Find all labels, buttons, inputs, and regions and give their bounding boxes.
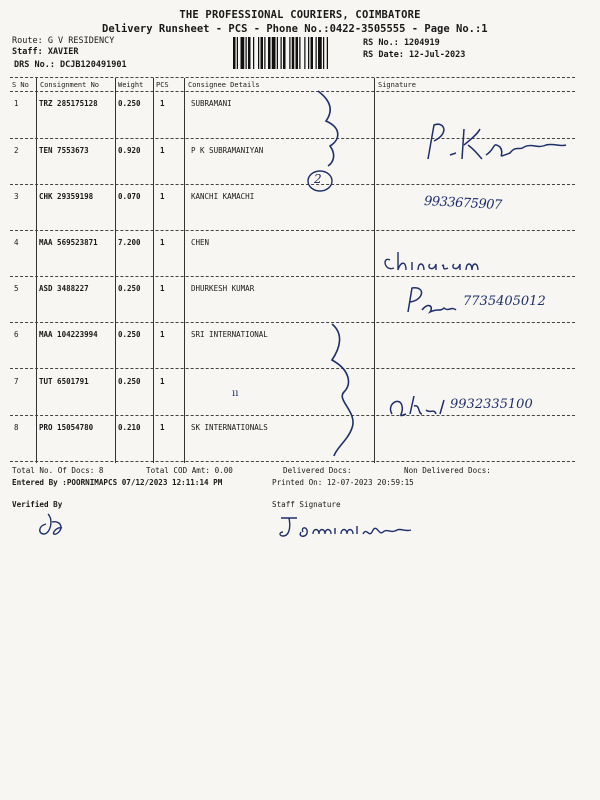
row-1-pcs: 1 [160, 99, 165, 108]
company-title: THE PROFESSIONAL COURIERS, COIMBATORE [179, 9, 421, 21]
rs-date: RS Date: 12-Jul-2023 [363, 50, 466, 60]
row-6-pcs: 1 [160, 330, 165, 339]
printed-on: Printed On: 12-07-2023 20:59:15 [272, 478, 414, 487]
drs-number: DRS No.: DCJB120491901 [14, 60, 127, 70]
row-6-weight: 0.250 [118, 330, 141, 339]
table-bottom-rule [10, 461, 575, 462]
col-divider-consignee [374, 78, 375, 463]
row-2-signature-scribble [420, 115, 570, 165]
total-cod-amount: Total COD Amt: 0.00 [146, 466, 233, 475]
verified-by-label: Verified By [12, 500, 63, 509]
bracket-stroke-top [300, 88, 360, 168]
non-delivered-docs: Non Delivered Docs: [404, 466, 491, 475]
col-header-weight: Weight [118, 81, 144, 89]
row-6-consignment: MAA 104223994 [39, 330, 98, 339]
row-4-sno: 4 [14, 238, 19, 247]
row-3-pcs: 1 [160, 192, 165, 201]
row-5-consignment: ASD 3488227 [39, 284, 89, 293]
row-3-phone-handwriting: 9933675907 [423, 193, 503, 214]
row-2-consignment: TEN 7553673 [39, 146, 89, 155]
row-6-divider [10, 368, 575, 369]
col-divider-pcs [184, 78, 185, 463]
row-4-pcs: 1 [160, 238, 165, 247]
row-1-weight: 0.250 [118, 99, 141, 108]
row-7-consignment: TUT 6501791 [39, 377, 89, 386]
col-header-consignee: Consignee Details [188, 81, 260, 89]
row-3-consignment: CHK 29359198 [39, 192, 94, 201]
row-1-sno: 1 [14, 99, 19, 108]
row-4-weight: 7.200 [118, 238, 141, 247]
row-7-pen-marks: ıı [232, 388, 239, 399]
runsheet-subtitle: Delivery Runsheet - PCS - Phone No.:0422-3505555 - Page No.:1 [102, 23, 488, 35]
row-8-sno: 8 [14, 423, 19, 432]
row-3-divider [10, 230, 575, 231]
col-header-sno: S No [12, 81, 29, 89]
row-4-name-scribble [380, 238, 490, 278]
row-7-pcs: 1 [160, 377, 165, 386]
row-7-weight: 0.250 [118, 377, 141, 386]
row-4-consignment: MAA 569523871 [39, 238, 98, 247]
row-3-weight: 0.070 [118, 192, 141, 201]
row-5-sno: 5 [14, 284, 19, 293]
col-header-signature: Signature [378, 81, 416, 89]
rs-number: RS No.: 1204919 [363, 38, 440, 48]
route-label: Route: G V RESIDENCY [12, 36, 115, 46]
total-docs: Total No. Of Docs: 8 [12, 466, 104, 475]
row-4-consignee: CHEN [191, 238, 210, 247]
row-2-divider [10, 184, 575, 185]
row-8-consignment: PRO 15054780 [39, 423, 94, 432]
row-4-divider [10, 276, 575, 277]
row-5-pcs: 1 [160, 284, 165, 293]
staff-signature-scribble [275, 512, 425, 544]
row-7-divider [10, 415, 575, 416]
col-divider-sno [36, 78, 37, 463]
row-5-consignee: DHURKESH KUMAR [191, 284, 255, 293]
row-5-phone-handwriting: 7735405012 [463, 294, 546, 309]
row-2-weight: 0.920 [118, 146, 141, 155]
table-top-rule [10, 77, 575, 78]
row-6-consignee: SRI INTERNATIONAL [191, 330, 268, 339]
col-divider-weight [153, 78, 154, 463]
col-header-consignment: Consignment No [40, 81, 100, 89]
staff-signature-label: Staff Signature [272, 500, 341, 509]
row-5-divider [10, 322, 575, 323]
row-2-consignee: P K SUBRAMANIYAN [191, 146, 264, 155]
col-divider-consignment [115, 78, 116, 463]
row-5-initial-scribble [400, 282, 460, 318]
row-8-initial-scribble [384, 392, 454, 422]
row-8-consignee: SK INTERNATIONALS [191, 423, 268, 432]
delivered-docs: Delivered Docs: [283, 466, 352, 475]
staff-label: Staff: XAVIER [12, 47, 79, 57]
row-8-phone-handwriting: 9932335100 [450, 397, 533, 412]
row-3-consignee: KANCHI KAMACHI [191, 192, 255, 201]
row-8-weight: 0.210 [118, 423, 141, 432]
entered-by: Entered By :POORNIMAPCS 07/12/2023 12:11:14 PM [12, 478, 223, 487]
circled-number-text: 2 [314, 172, 322, 186]
barcode-image [232, 37, 358, 69]
col-header-pcs: PCS [156, 81, 169, 89]
row-2-pcs: 1 [160, 146, 165, 155]
row-5-weight: 0.250 [118, 284, 141, 293]
bracket-stroke-bottom [310, 320, 370, 460]
row-6-sno: 6 [14, 330, 19, 339]
row-3-sno: 3 [14, 192, 19, 201]
row-8-pcs: 1 [160, 423, 165, 432]
table-header-rule [10, 91, 575, 92]
row-1-consignee: SUBRAMANI [191, 99, 232, 108]
row-7-sno: 7 [14, 377, 19, 386]
row-2-sno: 2 [14, 146, 19, 155]
verified-initials-scribble [34, 510, 68, 540]
row-1-consignment: TRZ 285175128 [39, 99, 98, 108]
